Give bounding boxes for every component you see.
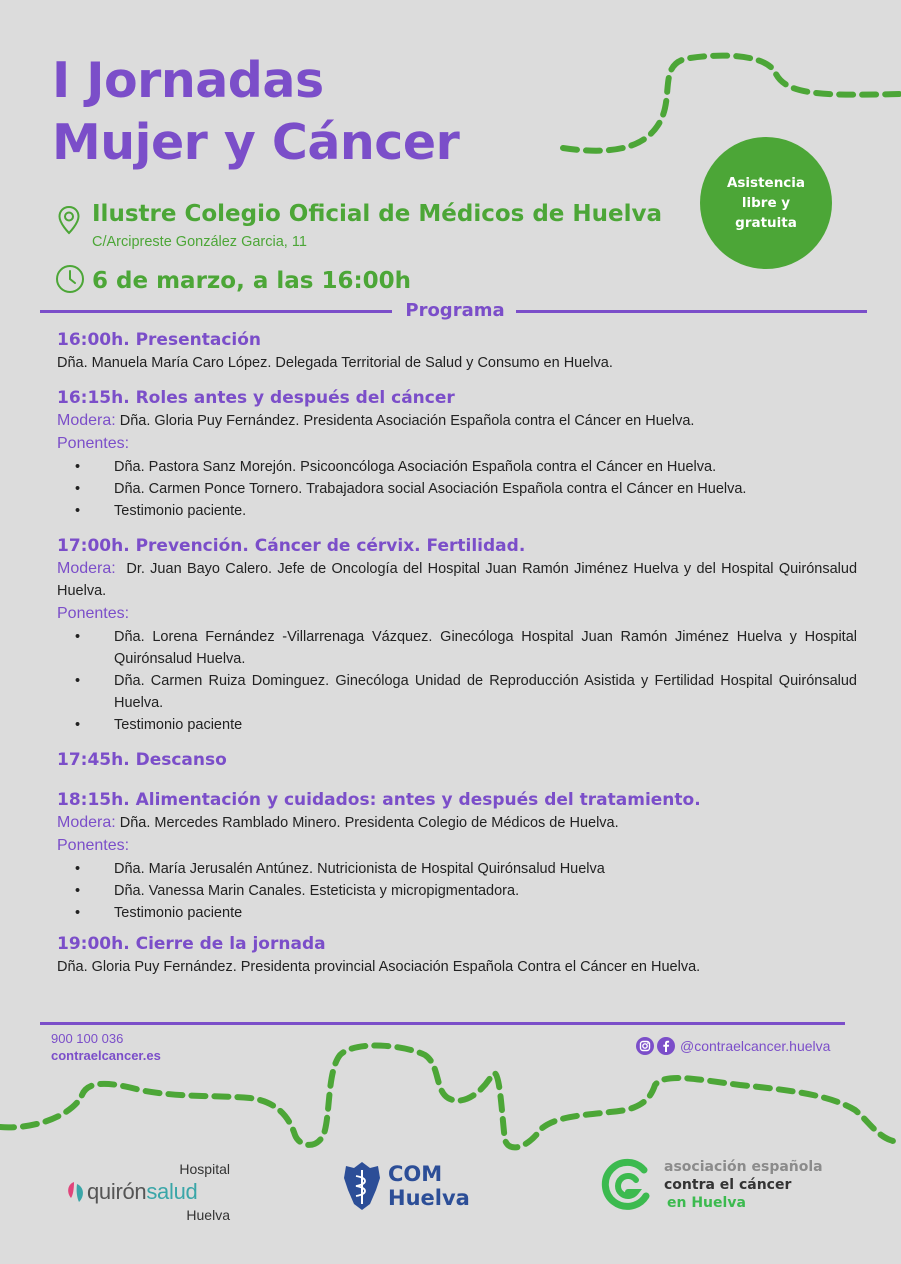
instagram-icon[interactable] <box>636 1037 654 1055</box>
speaker-text: Dña. Pastora Sanz Morejón. Psicooncóloga Asociación Española contra el Cáncer en Huelva. <box>114 459 717 475</box>
bullet: • <box>75 629 81 645</box>
phone-number[interactable]: 900 100 036 <box>51 1031 124 1046</box>
speakers-list <box>57 456 857 522</box>
moderator-name: Dr. Juan Bayo Calero. Jefe de Oncología del Hospital Juan Ramón Jiménez Huelva y del Hospital Quirónsalud Huelva. <box>57 561 858 599</box>
com-huelva-logo <box>342 1160 470 1212</box>
quiron-salud-part: salud <box>146 1179 198 1204</box>
moderator-line <box>57 812 857 834</box>
quiron-hospital-label: Hospital <box>179 1161 230 1177</box>
speaker-text: Dña. Lorena Fernández -Villarrenaga Vázquez. Ginecóloga Hospital Juan Ramón Jiménez Huelva y Hospital Quirónsalud Huelva. <box>114 629 857 667</box>
moderator-line <box>57 558 857 602</box>
title-line-1: I Jornadas <box>52 52 324 109</box>
venue-name: Ilustre Colegio Oficial de Médicos de Huelva <box>92 201 663 227</box>
bullet: • <box>75 717 81 733</box>
title-line-2: Mujer y Cáncer <box>52 114 460 171</box>
event-title <box>52 50 459 174</box>
moderator-label: Modera: <box>57 412 116 429</box>
caduceus-shield-icon <box>342 1160 382 1212</box>
speaker-item <box>57 858 857 880</box>
divider-right <box>516 310 867 313</box>
speaker-item <box>57 478 857 500</box>
speaker-item <box>57 880 857 902</box>
aecc-line-2: contra el cáncer <box>664 1177 792 1193</box>
aecc-logo <box>598 1156 823 1214</box>
speaker-text: Testimonio paciente <box>114 717 243 733</box>
program-list <box>57 328 857 990</box>
clock-icon <box>55 264 85 294</box>
session-presentation <box>57 328 857 374</box>
speakers-label: Ponentes: <box>57 605 130 622</box>
session-title: 19:00h. Cierre de la jornada <box>57 934 326 954</box>
quiron-name-part: quirón <box>87 1179 147 1204</box>
moderator-name: Dña. Gloria Puy Fernández. Presidenta Asociación Española contra el Cáncer en Huelva. <box>119 413 695 429</box>
aecc-line-3: en Huelva <box>667 1195 746 1211</box>
moderator-line <box>57 410 857 432</box>
aecc-mark-icon <box>598 1156 656 1214</box>
speaker-text: Dña. Carmen Ponce Tornero. Trabajadora social Asociación Española contra el Cáncer en Huelva. <box>114 481 747 497</box>
bullet: • <box>75 481 81 497</box>
session-closing <box>57 932 857 978</box>
bullet: • <box>75 459 81 475</box>
speaker-text: Testimonio paciente <box>114 905 243 921</box>
session-roles <box>57 386 857 522</box>
speakers-list <box>57 858 857 924</box>
session-text: Dña. Manuela María Caro López. Delegada Territorial de Salud y Consumo en Huelva. <box>57 355 613 371</box>
speaker-text: Dña. María Jerusalén Antúnez. Nutricionista de Hospital Quirónsalud Huelva <box>114 861 605 877</box>
venue-address: C/Arcipreste González Garcia, 11 <box>92 234 307 250</box>
com-text <box>388 1162 470 1210</box>
aecc-line-1: asociación española <box>664 1159 823 1175</box>
speakers-list <box>57 626 857 736</box>
event-date: 6 de marzo, a las 16:00h <box>92 268 412 294</box>
quiron-name <box>87 1179 197 1205</box>
moderator-label: Modera: <box>57 560 116 577</box>
moderator-name: Dña. Mercedes Ramblado Minero. Presidenta Colegio de Médicos de Huelva. <box>119 815 619 831</box>
social-links <box>636 1037 830 1055</box>
social-handle[interactable]: @contraelcancer.huelva <box>680 1038 831 1054</box>
bullet: • <box>75 883 81 899</box>
speaker-text: Testimonio paciente. <box>114 503 247 519</box>
speakers-label: Ponentes: <box>57 837 130 854</box>
location-pin-icon <box>57 205 81 235</box>
session-title: 16:15h. Roles antes y después del cáncer <box>57 388 455 408</box>
bullet: • <box>75 673 81 689</box>
bullet: • <box>75 503 81 519</box>
speakers-label: Ponentes: <box>57 435 130 452</box>
bullet: • <box>75 905 81 921</box>
session-title: 17:45h. Descanso <box>57 750 227 770</box>
com-line-1: COM <box>388 1162 443 1186</box>
bullet: • <box>75 861 81 877</box>
quiron-mark-icon <box>65 1178 87 1206</box>
free-attendance-badge: Asistencia libre y gratuita <box>700 137 832 269</box>
divider-left <box>40 310 392 313</box>
moderator-label: Modera: <box>57 814 116 831</box>
session-title: 16:00h. Presentación <box>57 330 261 350</box>
speaker-item <box>57 456 857 478</box>
speaker-item <box>57 500 857 522</box>
speaker-item <box>57 902 857 924</box>
quiron-city-label: Huelva <box>186 1207 230 1223</box>
session-text: Dña. Gloria Puy Fernández. Presidenta provincial Asociación Española Contra el Cáncer en Huelva. <box>57 959 701 975</box>
speaker-text: Dña. Carmen Ruiza Dominguez. Ginecóloga Unidad de Reproducción Asistida y Fertilidad Hospital Quirónsalud Huelva. <box>114 673 857 711</box>
program-heading: Programa <box>405 300 505 321</box>
speaker-item <box>57 626 857 670</box>
facebook-icon[interactable] <box>657 1037 675 1055</box>
com-line-2: Huelva <box>388 1186 470 1210</box>
quironsalud-logo <box>65 1161 230 1227</box>
footer-divider <box>40 1022 845 1025</box>
session-title: 18:15h. Alimentación y cuidados: antes y después del tratamiento. <box>57 790 701 810</box>
quiron-brand <box>65 1178 197 1206</box>
session-break <box>57 748 857 772</box>
speaker-item <box>57 670 857 714</box>
website-link[interactable]: contraelcancer.es <box>51 1048 161 1063</box>
session-title: 17:00h. Prevención. Cáncer de cérvix. Fertilidad. <box>57 536 526 556</box>
aecc-text <box>664 1158 823 1212</box>
speaker-text: Dña. Vanessa Marin Canales. Esteticista y micropigmentadora. <box>114 883 520 899</box>
speaker-item <box>57 714 857 736</box>
session-nutrition <box>57 788 857 924</box>
session-prevention <box>57 534 857 736</box>
